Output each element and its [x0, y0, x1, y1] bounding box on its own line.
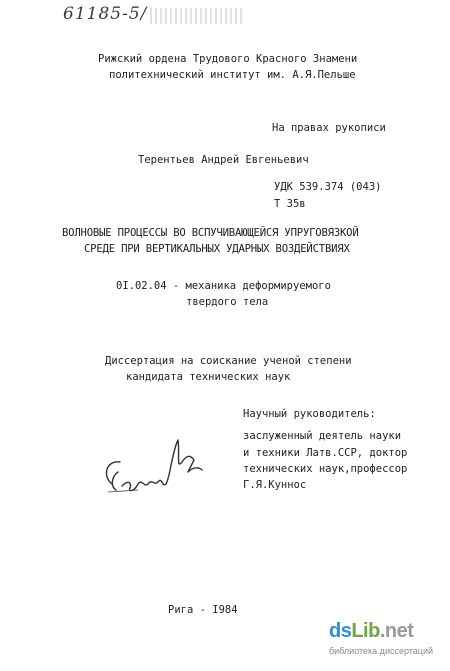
handwritten-archive-code: 61185-5/	[63, 4, 148, 24]
supervisor-line-3: технических наук,профессор	[243, 463, 408, 475]
rights-notice: На правах рукописи	[272, 122, 386, 134]
specialty-line-1: 0I.02.04 - механика деформируемого	[116, 280, 331, 292]
supervisor-heading: Научный руководитель:	[243, 408, 376, 420]
supervisor-line-4: Г.Я.Куннос	[243, 479, 307, 491]
stamp-smudge	[150, 8, 242, 24]
degree-line-2: кандидата технических наук	[126, 371, 291, 383]
udk-code: УДК 539.374 (043)	[274, 181, 382, 193]
watermark-subtitle: библиотека диссертаций	[329, 646, 434, 656]
library-code: Т 35в	[274, 198, 306, 210]
place-and-year: Рига - I984	[168, 604, 238, 616]
author-name: Терентьев Андрей Евгеньевич	[138, 154, 309, 166]
dslib-watermark	[325, 618, 447, 662]
specialty-line-2: твердого тела	[186, 296, 269, 308]
institution-line-2: политехнический институт им. А.Я.Пельше	[109, 69, 356, 81]
institution-line-1: Рижский ордена Трудового Красного Знамени	[98, 53, 358, 65]
supervisor-line-1: заслуженный деятель науки	[243, 430, 402, 442]
thesis-title-line-2: СРЕДЕ ПРИ ВЕРТИКАЛЬНЫХ УДАРНЫХ ВОЗДЕЙСТВИЯХ	[84, 243, 350, 255]
thesis-title-line-1: ВОЛНОВЫЕ ПРОЦЕССЫ ВО ВСПУЧИВАЮЩЕЙСЯ УПРУГОВЯЗКОЙ	[62, 227, 359, 239]
dslib-logo: dsLib.net	[329, 620, 414, 642]
degree-line-1: Диссертация на соискание ученой степени	[105, 355, 352, 367]
supervisor-line-2: и техники Латв.ССР, доктор	[243, 447, 408, 459]
author-signature	[98, 432, 210, 502]
